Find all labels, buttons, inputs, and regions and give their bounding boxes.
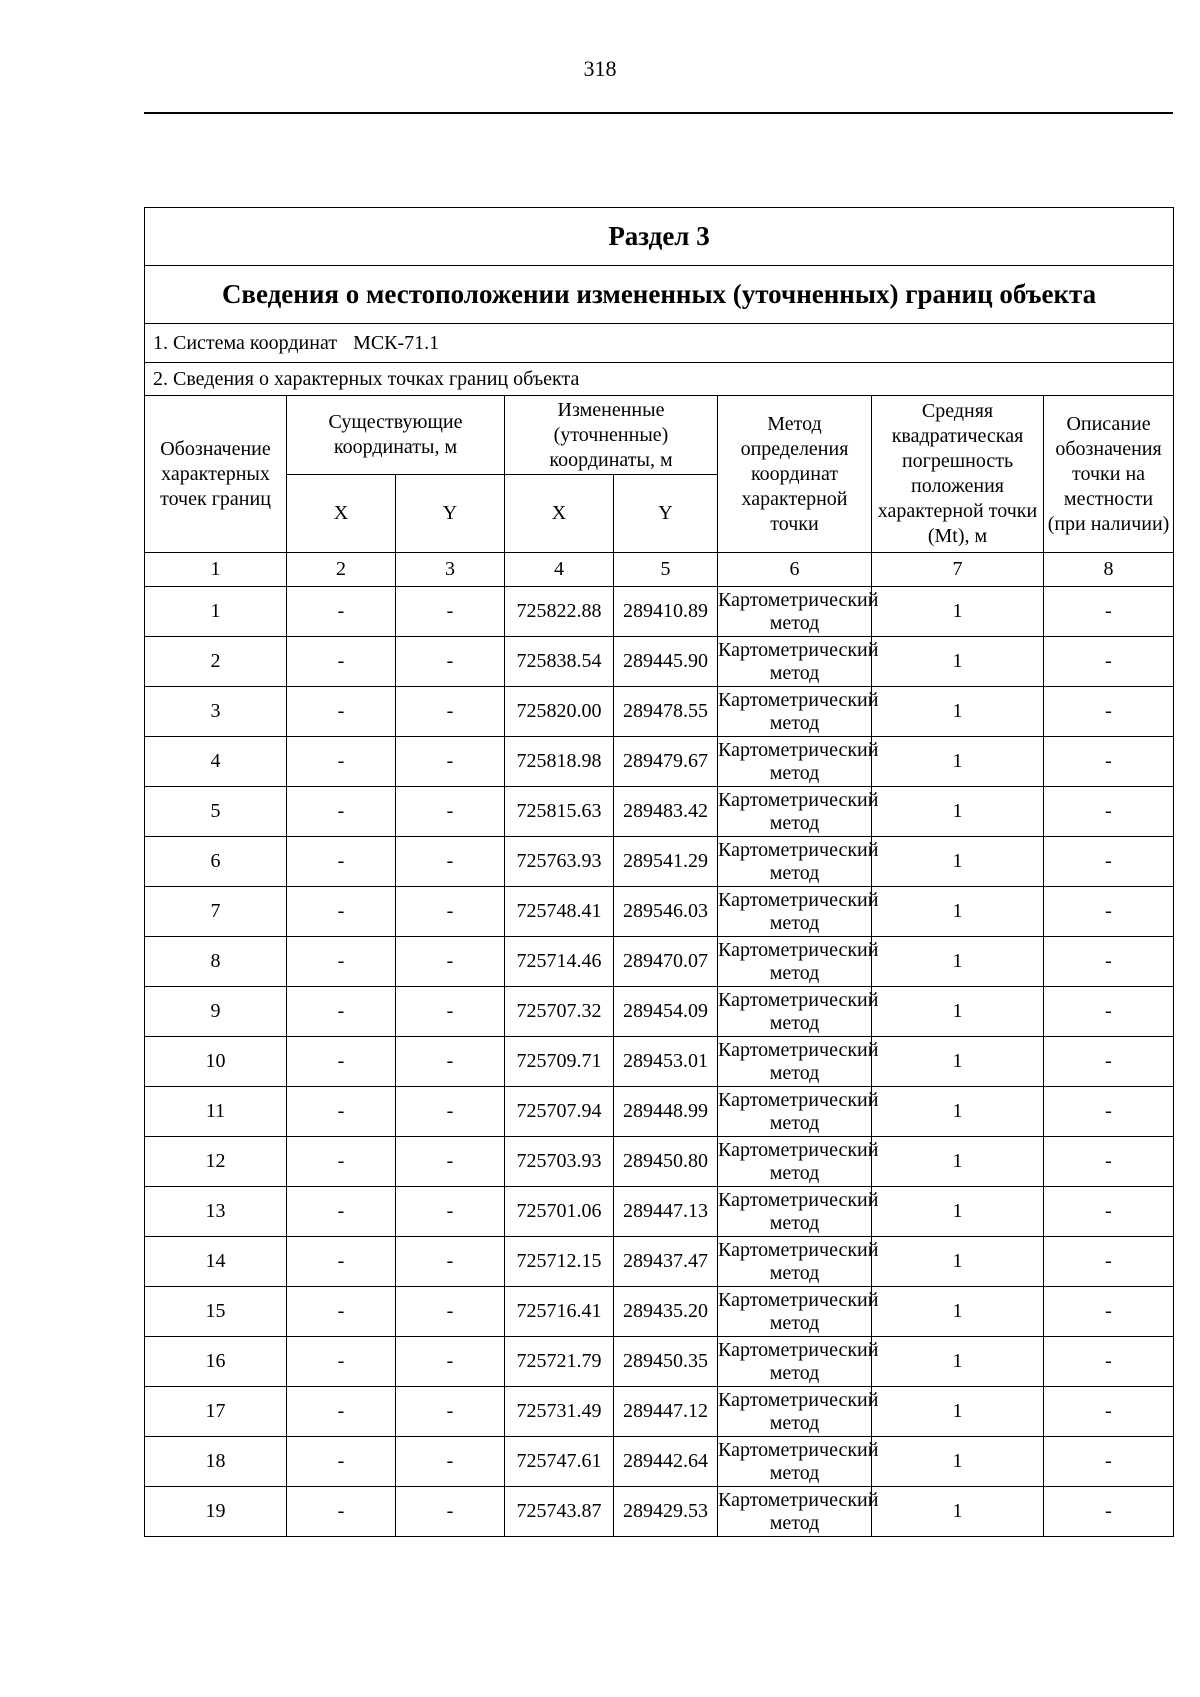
description-cell: - <box>1044 637 1174 687</box>
accuracy-cell: 1 <box>872 1037 1044 1087</box>
changed-x: 725822.88 <box>505 587 614 637</box>
description-cell: - <box>1044 937 1174 987</box>
changed-y: 289445.90 <box>614 637 718 687</box>
existing-y: - <box>396 1237 505 1287</box>
description-cell: - <box>1044 1187 1174 1237</box>
method-cell: Картометрический метод <box>718 637 872 687</box>
changed-y: 289546.03 <box>614 887 718 937</box>
column-number: 6 <box>718 553 872 587</box>
changed-x: 725731.49 <box>505 1387 614 1437</box>
col-header-changed-y: Y <box>614 475 718 553</box>
section-subtitle: Сведения о местоположении измененных (уточненных) границ объекта <box>145 266 1174 324</box>
table-row <box>145 787 1174 837</box>
existing-y: - <box>396 1137 505 1187</box>
description-cell: - <box>1044 687 1174 737</box>
table-row <box>145 837 1174 887</box>
existing-y: - <box>396 1187 505 1237</box>
table-row <box>145 1337 1174 1387</box>
method-cell: Картометрический метод <box>718 1487 872 1537</box>
accuracy-cell: 1 <box>872 637 1044 687</box>
description-cell: - <box>1044 787 1174 837</box>
changed-y: 289448.99 <box>614 1087 718 1137</box>
existing-x: - <box>287 1487 396 1537</box>
col-header-existing-x: X <box>287 475 396 553</box>
method-cell: Картометрический метод <box>718 1087 872 1137</box>
existing-x: - <box>287 1187 396 1237</box>
col-header-description: Описание обозначения точки на местности (при наличии) <box>1044 396 1174 553</box>
existing-y: - <box>396 587 505 637</box>
changed-y: 289479.67 <box>614 737 718 787</box>
changed-x: 725838.54 <box>505 637 614 687</box>
table-row <box>145 587 1174 637</box>
column-number: 1 <box>145 553 287 587</box>
existing-y: - <box>396 637 505 687</box>
method-cell: Картометрический метод <box>718 787 872 837</box>
description-cell: - <box>1044 1037 1174 1087</box>
method-cell: Картометрический метод <box>718 837 872 887</box>
accuracy-cell: 1 <box>872 1487 1044 1537</box>
col-header-existing: Существующие координаты, м <box>287 396 505 475</box>
method-cell: Картометрический метод <box>718 737 872 787</box>
table-row <box>145 1387 1174 1437</box>
point-number: 3 <box>145 687 287 737</box>
section-title: Раздел 3 <box>145 208 1174 266</box>
existing-y: - <box>396 787 505 837</box>
changed-x: 725820.00 <box>505 687 614 737</box>
changed-x: 725815.63 <box>505 787 614 837</box>
existing-y: - <box>396 887 505 937</box>
accuracy-cell: 1 <box>872 1437 1044 1487</box>
accuracy-cell: 1 <box>872 887 1044 937</box>
changed-y: 289442.64 <box>614 1437 718 1487</box>
col-header-changed: Измененные (уточненные) координаты, м <box>505 396 718 475</box>
existing-x: - <box>287 1087 396 1137</box>
column-number: 7 <box>872 553 1044 587</box>
points-heading: 2. Сведения о характерных точках границ объекта <box>145 363 1174 396</box>
method-cell: Картометрический метод <box>718 1137 872 1187</box>
existing-y: - <box>396 737 505 787</box>
coordinate-system-value: МСК-71.1 <box>353 331 440 354</box>
changed-x: 725701.06 <box>505 1187 614 1237</box>
changed-x: 725743.87 <box>505 1487 614 1537</box>
column-number: 4 <box>505 553 614 587</box>
point-number: 12 <box>145 1137 287 1187</box>
point-number: 18 <box>145 1437 287 1487</box>
changed-x: 725818.98 <box>505 737 614 787</box>
changed-x: 725748.41 <box>505 887 614 937</box>
description-cell: - <box>1044 1137 1174 1187</box>
changed-y: 289447.12 <box>614 1387 718 1437</box>
accuracy-cell: 1 <box>872 1387 1044 1437</box>
point-number: 6 <box>145 837 287 887</box>
changed-y: 289478.55 <box>614 687 718 737</box>
point-number: 14 <box>145 1237 287 1287</box>
changed-x: 725709.71 <box>505 1037 614 1087</box>
coordinate-system-label: 1. Система координат <box>153 331 338 354</box>
changed-y: 289450.35 <box>614 1337 718 1387</box>
column-number: 8 <box>1044 553 1174 587</box>
description-cell: - <box>1044 1087 1174 1137</box>
point-number: 19 <box>145 1487 287 1537</box>
changed-y: 289410.89 <box>614 587 718 637</box>
table-row <box>145 687 1174 737</box>
table-row <box>145 1487 1174 1537</box>
table-row <box>145 1087 1174 1137</box>
point-number: 15 <box>145 1287 287 1337</box>
changed-x: 725714.46 <box>505 937 614 987</box>
changed-x: 725712.15 <box>505 1237 614 1287</box>
point-number: 1 <box>145 587 287 637</box>
col-header-designation: Обозначение характерных точек границ <box>145 396 287 553</box>
table-row <box>145 887 1174 937</box>
point-number: 4 <box>145 737 287 787</box>
method-cell: Картометрический метод <box>718 1187 872 1237</box>
existing-x: - <box>287 687 396 737</box>
changed-x: 725707.94 <box>505 1087 614 1137</box>
description-cell: - <box>1044 837 1174 887</box>
page-number: 318 <box>583 56 617 81</box>
changed-x: 725716.41 <box>505 1287 614 1337</box>
description-cell: - <box>1044 1437 1174 1487</box>
column-number: 3 <box>396 553 505 587</box>
accuracy-cell: 1 <box>872 1187 1044 1237</box>
changed-x: 725763.93 <box>505 837 614 887</box>
accuracy-cell: 1 <box>872 1337 1044 1387</box>
changed-y: 289453.01 <box>614 1037 718 1087</box>
col-header-existing-y: Y <box>396 475 505 553</box>
column-number: 2 <box>287 553 396 587</box>
accuracy-cell: 1 <box>872 1237 1044 1287</box>
table-body <box>145 587 1174 1537</box>
table-row <box>145 987 1174 1037</box>
description-cell: - <box>1044 887 1174 937</box>
coordinate-system-row <box>145 324 1174 363</box>
point-number: 17 <box>145 1387 287 1437</box>
changed-y: 289454.09 <box>614 987 718 1037</box>
changed-x: 725707.32 <box>505 987 614 1037</box>
accuracy-cell: 1 <box>872 987 1044 1037</box>
changed-y: 289450.80 <box>614 1137 718 1187</box>
method-cell: Картометрический метод <box>718 1337 872 1387</box>
changed-y: 289447.13 <box>614 1187 718 1237</box>
description-cell: - <box>1044 1387 1174 1437</box>
existing-x: - <box>287 1337 396 1387</box>
existing-y: - <box>396 1037 505 1087</box>
description-cell: - <box>1044 587 1174 637</box>
accuracy-cell: 1 <box>872 1137 1044 1187</box>
existing-x: - <box>287 1237 396 1287</box>
accuracy-cell: 1 <box>872 587 1044 637</box>
column-number: 5 <box>614 553 718 587</box>
changed-y: 289470.07 <box>614 937 718 987</box>
existing-y: - <box>396 937 505 987</box>
table-row <box>145 1037 1174 1087</box>
accuracy-cell: 1 <box>872 1087 1044 1137</box>
existing-y: - <box>396 1387 505 1437</box>
existing-x: - <box>287 1437 396 1487</box>
point-number: 10 <box>145 1037 287 1087</box>
point-number: 9 <box>145 987 287 1037</box>
changed-y: 289483.42 <box>614 787 718 837</box>
method-cell: Картометрический метод <box>718 887 872 937</box>
changed-y: 289541.29 <box>614 837 718 887</box>
changed-y: 289437.47 <box>614 1237 718 1287</box>
table-row <box>145 737 1174 787</box>
existing-x: - <box>287 587 396 637</box>
table-row <box>145 637 1174 687</box>
existing-y: - <box>396 837 505 887</box>
existing-y: - <box>396 1087 505 1137</box>
description-cell: - <box>1044 737 1174 787</box>
existing-y: - <box>396 1337 505 1387</box>
accuracy-cell: 1 <box>872 687 1044 737</box>
changed-y: 289435.20 <box>614 1287 718 1337</box>
method-cell: Картометрический метод <box>718 937 872 987</box>
point-number: 2 <box>145 637 287 687</box>
header-rule <box>144 112 1173 114</box>
existing-x: - <box>287 787 396 837</box>
description-cell: - <box>1044 1337 1174 1387</box>
existing-y: - <box>396 687 505 737</box>
accuracy-cell: 1 <box>872 937 1044 987</box>
existing-x: - <box>287 837 396 887</box>
changed-y: 289429.53 <box>614 1487 718 1537</box>
accuracy-cell: 1 <box>872 1287 1044 1337</box>
method-cell: Картометрический метод <box>718 1287 872 1337</box>
changed-x: 725721.79 <box>505 1337 614 1387</box>
existing-y: - <box>396 1437 505 1487</box>
description-cell: - <box>1044 1237 1174 1287</box>
existing-x: - <box>287 1387 396 1437</box>
existing-x: - <box>287 1137 396 1187</box>
table-row <box>145 1137 1174 1187</box>
existing-x: - <box>287 637 396 687</box>
point-number: 8 <box>145 937 287 987</box>
accuracy-cell: 1 <box>872 787 1044 837</box>
method-cell: Картометрический метод <box>718 987 872 1037</box>
changed-x: 725703.93 <box>505 1137 614 1187</box>
existing-y: - <box>396 1287 505 1337</box>
existing-x: - <box>287 937 396 987</box>
accuracy-cell: 1 <box>872 837 1044 887</box>
point-number: 16 <box>145 1337 287 1387</box>
boundary-points-table <box>144 207 1174 1537</box>
description-cell: - <box>1044 987 1174 1037</box>
point-number: 11 <box>145 1087 287 1137</box>
existing-x: - <box>287 737 396 787</box>
method-cell: Картометрический метод <box>718 587 872 637</box>
col-header-method: Метод определения координат характерной точки <box>718 396 872 553</box>
existing-y: - <box>396 987 505 1037</box>
method-cell: Картометрический метод <box>718 1387 872 1437</box>
accuracy-cell: 1 <box>872 737 1044 787</box>
table-row <box>145 1287 1174 1337</box>
table-row <box>145 1187 1174 1237</box>
point-number: 7 <box>145 887 287 937</box>
existing-y: - <box>396 1487 505 1537</box>
method-cell: Картометрический метод <box>718 1237 872 1287</box>
existing-x: - <box>287 987 396 1037</box>
existing-x: - <box>287 887 396 937</box>
table-row <box>145 937 1174 987</box>
existing-x: - <box>287 1287 396 1337</box>
method-cell: Картометрический метод <box>718 687 872 737</box>
method-cell: Картометрический метод <box>718 1437 872 1487</box>
column-number-row <box>145 553 1174 587</box>
table-row <box>145 1437 1174 1487</box>
description-cell: - <box>1044 1487 1174 1537</box>
col-header-changed-x: X <box>505 475 614 553</box>
description-cell: - <box>1044 1287 1174 1337</box>
col-header-accuracy: Средняя квадратическая погрешность положения характерной точки (Mt), м <box>872 396 1044 553</box>
point-number: 13 <box>145 1187 287 1237</box>
existing-x: - <box>287 1037 396 1087</box>
changed-x: 725747.61 <box>505 1437 614 1487</box>
point-number: 5 <box>145 787 287 837</box>
table-row <box>145 1237 1174 1287</box>
method-cell: Картометрический метод <box>718 1037 872 1087</box>
